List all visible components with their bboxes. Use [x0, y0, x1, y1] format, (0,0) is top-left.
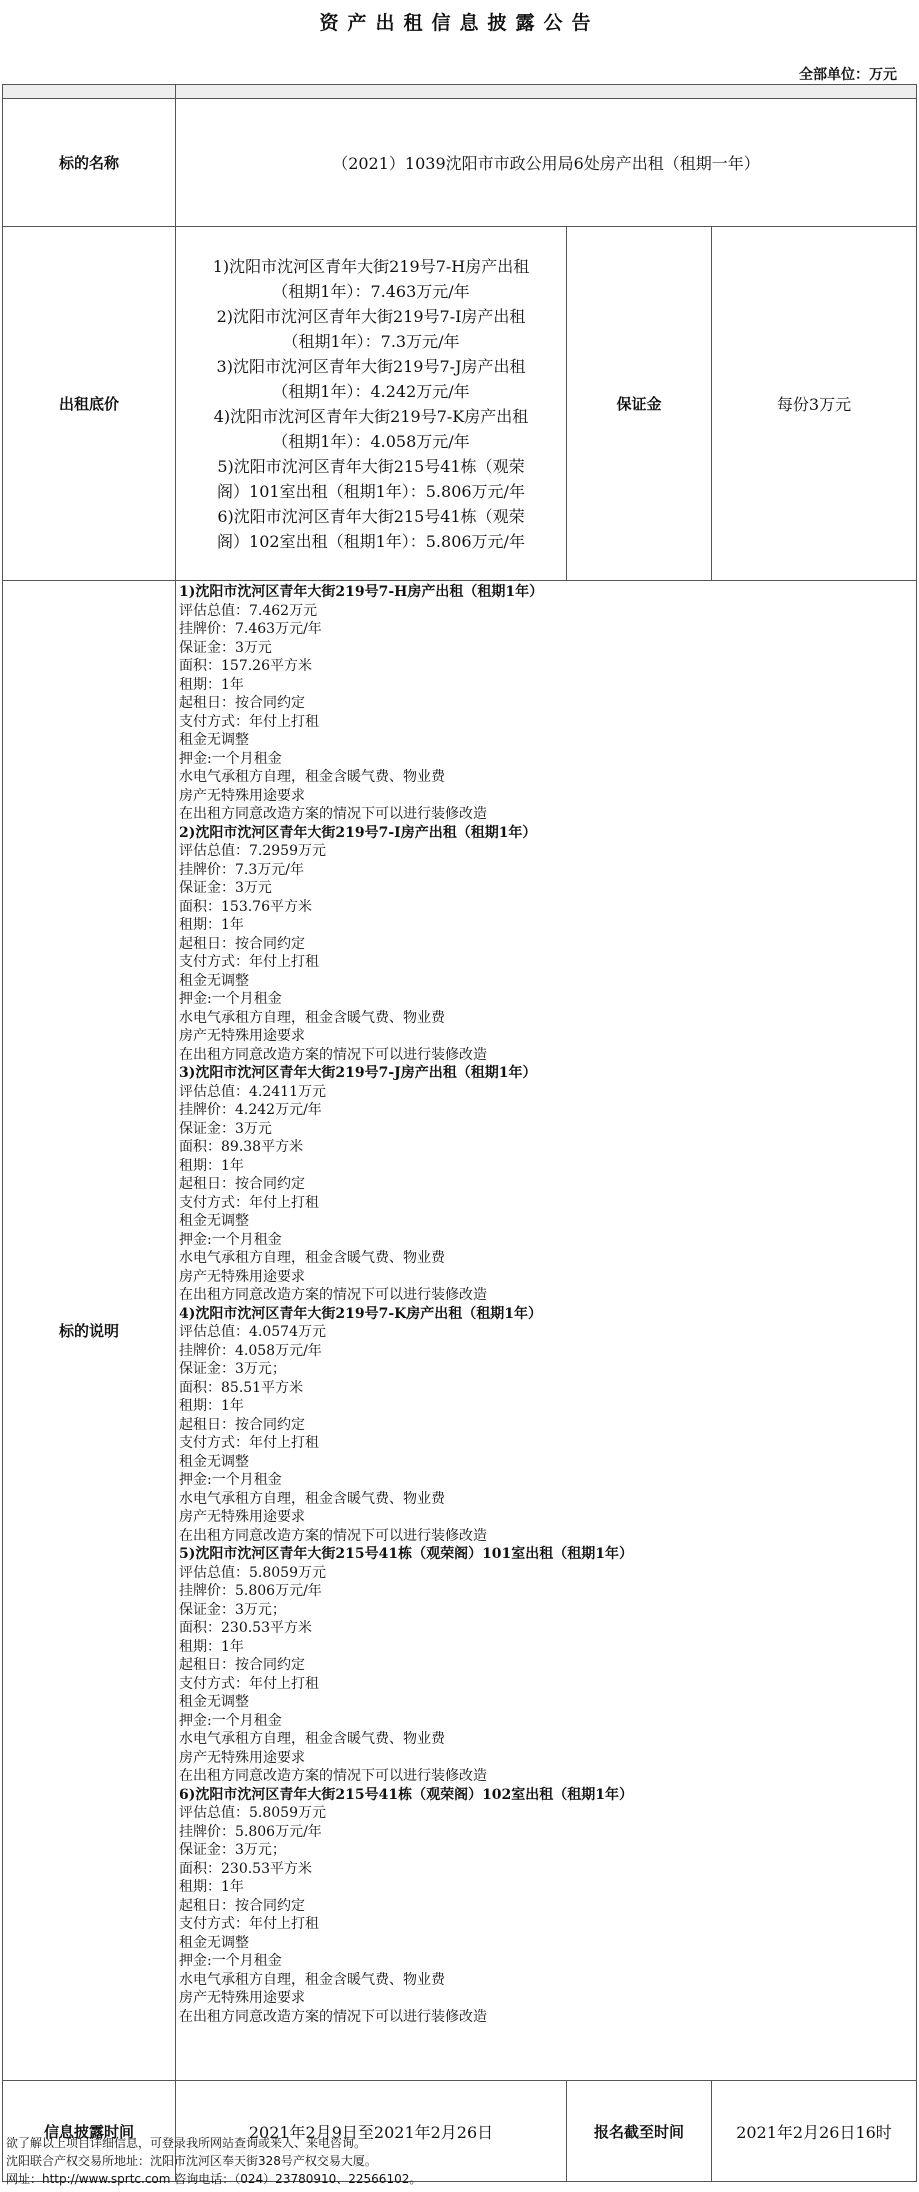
- lot-detail-line: 水电气承租方自理，租金含暖气费、物业费: [179, 1731, 445, 1747]
- lot-detail-line: 水电气承租方自理，租金含暖气费、物业费: [179, 1009, 445, 1026]
- lot-title: 6)沈阳市沈河区青年大街215号41栋（观荣阁）102室出租（租期1年）: [179, 1786, 634, 1803]
- deadline-value: 2021年2月26日16时: [712, 2081, 917, 2182]
- lot-detail-line: 租金无调整: [179, 1453, 249, 1470]
- lot-detail-line: 在出租方同意改造方案的情况下可以进行装修改造: [179, 1768, 487, 1784]
- lot-detail-line: 支付方式：年付上打租: [179, 1916, 319, 1932]
- price-line: 阁）101室出租（租期1年）：5.806万元/年: [217, 481, 525, 501]
- lot-detail-line: 租期：1年: [179, 1879, 244, 1895]
- deposit-label: 保证金: [567, 227, 712, 581]
- deposit-value: 每份3万元: [712, 227, 917, 581]
- subject-name-value: （2021）1039沈阳市市政公用局6处房产出租（租期一年）: [176, 99, 917, 227]
- price-line: （租期1年）：4.242万元/年: [272, 381, 470, 401]
- lot-detail-line: 挂牌价：7.463万元/年: [179, 621, 322, 637]
- price-line: 1)沈阳市沈河区青年大街219号7-H房产出租: [212, 256, 530, 276]
- deadline-label: 报名截至时间: [567, 2081, 712, 2182]
- price-line: 阁）102室出租（租期1年）：5.806万元/年: [217, 531, 525, 551]
- subject-name-label: 标的名称: [3, 99, 176, 227]
- lot-title: 1)沈阳市沈河区青年大街219号7-H房产出租（租期1年）: [179, 584, 544, 600]
- lot-detail-line: 评估总值：7.462万元: [179, 602, 318, 619]
- lot-detail-line: 起租日：按合同约定: [179, 1416, 305, 1433]
- header-spacer-row: [3, 85, 917, 99]
- lot-detail-line: 押金:一个月租金: [179, 1231, 282, 1248]
- lot-detail-line: 支付方式：年付上打租: [179, 713, 319, 730]
- lot-detail-line: 起租日：按合同约定: [179, 1176, 305, 1192]
- price-row: [3, 227, 917, 581]
- lot-detail-line: 保证金：3万元；: [179, 1842, 286, 1858]
- lot-detail-line: 押金:一个月租金: [179, 991, 282, 1007]
- lot-detail-line: 起租日：按合同约定: [179, 935, 305, 952]
- lot-detail-line: 租期：1年: [179, 676, 244, 693]
- lot-detail-line: 挂牌价：5.806万元/年: [179, 1583, 322, 1599]
- price-line: 4)沈阳市沈河区青年大街219号7-K房产出租: [213, 406, 529, 426]
- lot-detail-line: 在出租方同意改造方案的情况下可以进行装修改造: [179, 2008, 487, 2025]
- footer-line-inquiry: 欲了解以上项目详细信息，可登录我所网站查询或来人、来电咨询。: [6, 2136, 367, 2150]
- spacer-cell-right: [176, 85, 917, 99]
- lot-detail-line: 支付方式：年付上打租: [179, 1435, 319, 1451]
- lot-detail-line: 起租日：按合同约定: [179, 1897, 305, 1914]
- lot-detail-line: 房产无特殊用途要求: [179, 1028, 305, 1044]
- lot-detail-line: 保证金：3万元: [179, 639, 272, 656]
- lot-detail-line: 押金:一个月租金: [179, 750, 282, 767]
- lot-detail-line: 房产无特殊用途要求: [179, 1749, 305, 1766]
- description-row: [3, 581, 917, 2081]
- price-line: 3)沈阳市沈河区青年大街219号7-J房产出租: [216, 356, 526, 376]
- lot-detail-line: 租期：1年: [179, 917, 244, 933]
- page-title: 资产出租信息披露公告: [319, 12, 600, 34]
- price-line: 5)沈阳市沈河区青年大街215号41栋（观荣: [217, 456, 525, 476]
- lot-detail-line: 租期：1年: [179, 1157, 244, 1174]
- lot-detail-line: 面积：230.53平方米: [179, 1620, 312, 1636]
- lot-title: 4)沈阳市沈河区青年大街219号7-K房产出租（租期1年）: [179, 1305, 543, 1322]
- lot-detail-line: 租金无调整: [179, 1694, 249, 1710]
- lot-title: 5)沈阳市沈河区青年大街215号41栋（观荣阁）101室出租（租期1年）: [179, 1546, 634, 1562]
- lot-detail-line: 房产无特殊用途要求: [179, 1268, 305, 1285]
- footer-line-address: 沈阳联合产权交易所地址：沈阳市沈河区奉天街328号产权交易大厦。: [6, 2154, 377, 2168]
- lot-detail-line: 保证金：3万元；: [179, 1361, 286, 1377]
- lot-detail-line: 在出租方同意改造方案的情况下可以进行装修改造: [179, 1046, 487, 1063]
- lot-detail-line: 挂牌价：4.242万元/年: [179, 1102, 322, 1118]
- lot-detail-line: 起租日：按合同约定: [179, 1657, 305, 1673]
- lot-detail-line: 面积：153.76平方米: [179, 898, 312, 915]
- lot-detail-line: 挂牌价：4.058万元/年: [179, 1342, 322, 1359]
- lot-detail-line: 水电气承租方自理，租金含暖气费、物业费: [179, 1490, 445, 1507]
- lot-detail-line: 水电气承租方自理，租金含暖气费、物业费: [179, 1971, 445, 1988]
- price-list: [176, 227, 567, 581]
- lot-detail-line: 评估总值：4.2411万元: [179, 1083, 326, 1100]
- lot-detail-line: 挂牌价：5.806万元/年: [179, 1823, 322, 1840]
- lot-detail-line: 评估总值：4.0574万元: [179, 1324, 326, 1340]
- unit-note: 全部单位：万元: [799, 67, 897, 83]
- lot-detail-line: 在出租方同意改造方案的情况下可以进行装修改造: [179, 1287, 487, 1303]
- lot-detail-line: 保证金：3万元；: [179, 1601, 286, 1618]
- lot-detail-line: 租期：1年: [179, 1398, 244, 1414]
- lot-detail-line: 在出租方同意改造方案的情况下可以进行装修改造: [179, 1527, 487, 1544]
- lot-detail-line: 水电气承租方自理，租金含暖气费、物业费: [179, 1250, 445, 1266]
- lot-detail-line: 押金:一个月租金: [179, 1472, 282, 1488]
- lot-detail-line: 面积：89.38平方米: [179, 1139, 304, 1155]
- lot-detail-line: 租期：1年: [179, 1638, 244, 1655]
- lot-detail-line: 押金:一个月租金: [179, 1953, 282, 1969]
- lot-title: 2)沈阳市沈河区青年大街219号7-I房产出租（租期1年）: [179, 824, 537, 841]
- price-line: （租期1年）：7.463万元/年: [272, 281, 470, 301]
- lot-title: 3)沈阳市沈河区青年大街219号7-J房产出租（租期1年）: [179, 1065, 537, 1081]
- lot-detail-line: 房产无特殊用途要求: [179, 1990, 305, 2006]
- spacer-cell-left: [3, 85, 176, 99]
- price-line: （租期1年）：7.3万元/年: [282, 331, 460, 351]
- footer-info: [6, 2134, 421, 2188]
- lot-detail-line: 支付方式：年付上打租: [179, 954, 319, 970]
- lot-detail-line: 支付方式：年付上打租: [179, 1194, 319, 1211]
- lot-detail-line: 面积：157.26平方米: [179, 658, 312, 674]
- lot-detail-line: 评估总值：7.2959万元: [179, 843, 326, 859]
- lot-detail-line: 水电气承租方自理，租金含暖气费、物业费: [179, 769, 445, 785]
- price-line: （租期1年）：4.058万元/年: [272, 431, 470, 451]
- lot-detail-line: 租金无调整: [179, 1213, 249, 1229]
- lot-detail-line: 挂牌价：7.3万元/年: [179, 861, 304, 878]
- disclosure-time-label: 信息披露时间: [3, 2081, 176, 2182]
- lot-detail-line: 面积：85.51平方米: [179, 1379, 304, 1396]
- description-content: [176, 581, 917, 2081]
- lot-detail-line: 评估总值：5.8059万元: [179, 1805, 326, 1821]
- lot-detail-line: 房产无特殊用途要求: [179, 1509, 305, 1525]
- price-line: 6)沈阳市沈河区青年大街215号41栋（观荣: [217, 506, 525, 526]
- description-label: 标的说明: [3, 581, 176, 2081]
- disclosure-table: [2, 84, 917, 2182]
- price-line: 2)沈阳市沈河区青年大街219号7-I房产出租: [216, 306, 526, 326]
- lot-detail-line: 支付方式：年付上打租: [179, 1675, 319, 1692]
- lot-detail-line: 租金无调整: [179, 732, 249, 748]
- disclosure-time-value: 2021年2月9日至2021年2月26日: [176, 2081, 567, 2182]
- subject-name-row: [3, 99, 917, 227]
- price-label: 出租底价: [3, 227, 176, 581]
- footer-line-contact: 网址：http://www.sprtc.com 咨询电话：（024）23780910、22566102。: [6, 2172, 422, 2186]
- lot-detail-line: 面积：230.53平方米: [179, 1860, 312, 1877]
- lot-detail-line: 评估总值：5.8059万元: [179, 1564, 326, 1581]
- lot-detail-line: 保证金：3万元: [179, 1120, 272, 1137]
- lot-detail-line: 押金:一个月租金: [179, 1712, 282, 1729]
- lot-detail-line: 保证金：3万元: [179, 880, 272, 896]
- lot-detail-line: 租金无调整: [179, 972, 249, 989]
- lot-detail-line: 起租日：按合同约定: [179, 695, 305, 711]
- lot-detail-line: 房产无特殊用途要求: [179, 787, 305, 804]
- lot-detail-line: 租金无调整: [179, 1934, 249, 1951]
- lot-detail-line: 在出租方同意改造方案的情况下可以进行装修改造: [179, 806, 487, 822]
